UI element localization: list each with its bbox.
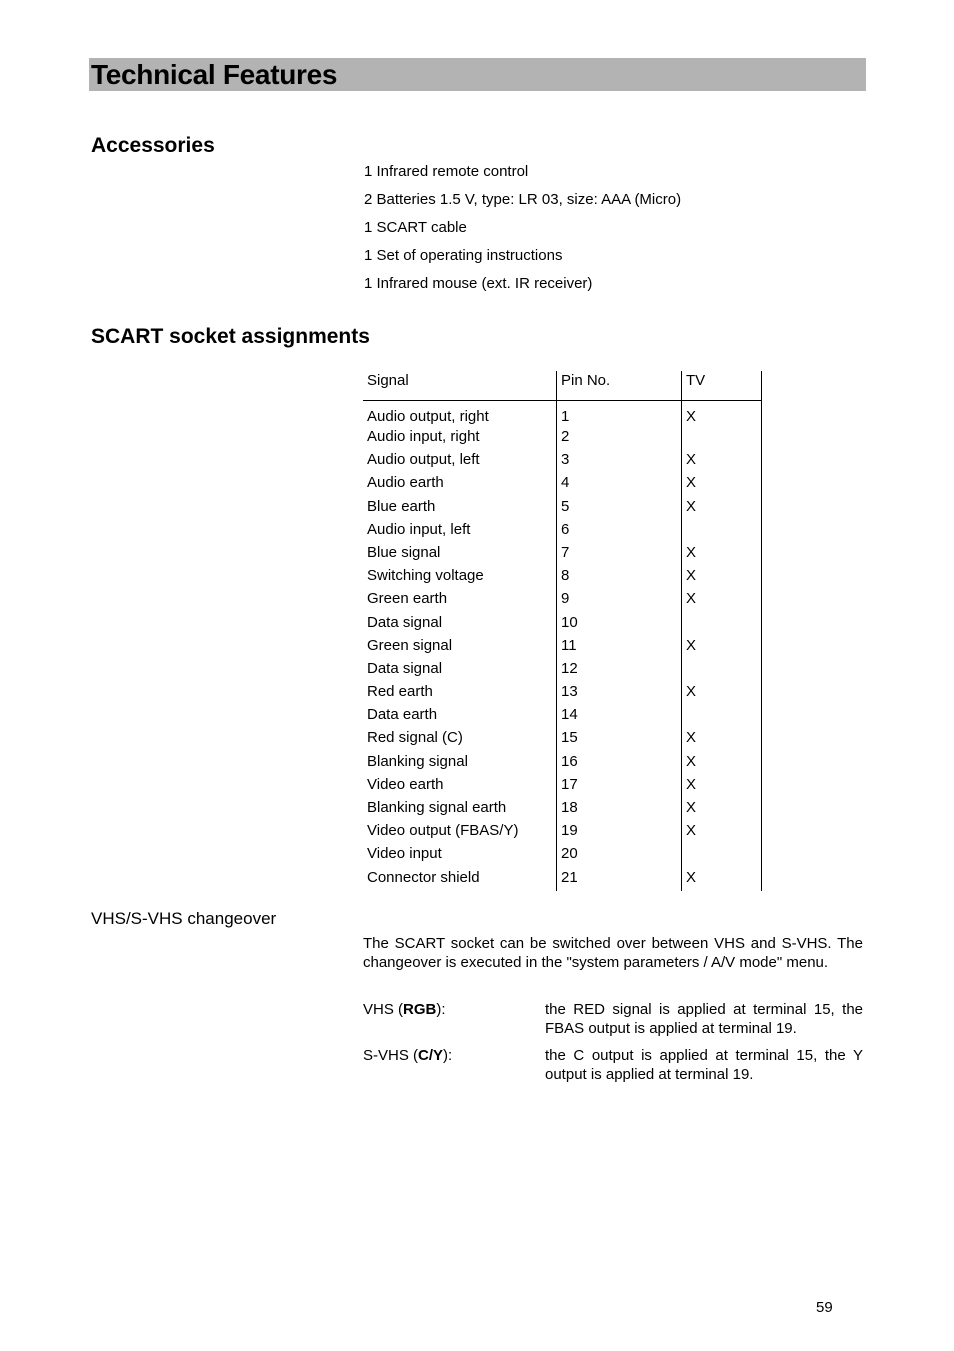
tv-cell: X — [682, 450, 762, 473]
pin-cell: 8 — [557, 566, 682, 589]
table-row — [363, 450, 762, 473]
signal-cell: Audio output, right — [363, 401, 557, 428]
list-item: 2 Batteries 1.5 V, type: LR 03, size: AAA (Micro) — [364, 191, 682, 208]
page-number: 59 — [816, 1299, 833, 1316]
pin-cell: 15 — [557, 728, 682, 751]
signal-cell: Audio earth — [363, 473, 557, 496]
table-row — [363, 728, 762, 751]
tv-cell: X — [682, 775, 762, 798]
signal-cell: Video input — [363, 844, 557, 867]
signal-cell: Green signal — [363, 636, 557, 659]
table-row — [363, 636, 762, 659]
pin-cell: 9 — [557, 589, 682, 612]
signal-cell: Red signal (C) — [363, 728, 557, 751]
tv-cell — [682, 613, 762, 636]
signal-cell: Connector shield — [363, 868, 557, 891]
tv-cell — [682, 659, 762, 682]
tv-cell: X — [682, 752, 762, 775]
table-row — [363, 868, 762, 891]
tv-cell: X — [682, 566, 762, 589]
svhs-term-suffix: ): — [443, 1047, 453, 1064]
pin-cell: 3 — [557, 450, 682, 473]
accessories-list — [364, 163, 681, 303]
tv-cell: X — [682, 821, 762, 844]
accessories-heading: Accessories — [91, 134, 215, 157]
table-header-row — [363, 371, 762, 401]
tv-cell: X — [682, 543, 762, 566]
pin-cell: 19 — [557, 821, 682, 844]
pin-cell: 18 — [557, 798, 682, 821]
vhs-term-bold: RGB — [403, 1001, 437, 1018]
vhs-description: the RED signal is applied at terminal 15, the FBAS output is applied at terminal 19. — [545, 1001, 863, 1037]
tv-cell — [682, 427, 762, 450]
list-item: 1 Infrared mouse (ext. IR receiver) — [364, 275, 593, 292]
list-item: 1 Infrared remote control — [364, 163, 529, 180]
table-row — [363, 775, 762, 798]
tv-cell: X — [682, 401, 762, 428]
changeover-heading: VHS/S-VHS changeover — [91, 909, 277, 928]
vhs-term — [363, 1001, 446, 1020]
table-row — [363, 566, 762, 589]
vhs-term-suffix: ): — [436, 1001, 446, 1018]
table-row — [363, 798, 762, 821]
pin-cell: 13 — [557, 682, 682, 705]
pin-cell: 12 — [557, 659, 682, 682]
tv-cell: X — [682, 636, 762, 659]
table-row — [363, 427, 762, 450]
table-row — [363, 613, 762, 636]
table-row — [363, 659, 762, 682]
list-item: 1 Set of operating instructions — [364, 247, 563, 264]
signal-cell: Audio input, right — [363, 427, 557, 450]
table-row — [363, 682, 762, 705]
title-bar — [89, 58, 866, 91]
table-row — [363, 844, 762, 867]
list-item: 1 SCART cable — [364, 219, 467, 236]
scart-table — [363, 371, 762, 891]
tv-cell: X — [682, 798, 762, 821]
column-header-pin: Pin No. — [557, 371, 682, 401]
table-row — [363, 497, 762, 520]
table-row — [363, 752, 762, 775]
tv-cell — [682, 520, 762, 543]
column-header-tv: TV — [682, 371, 762, 401]
pin-cell: 7 — [557, 543, 682, 566]
pin-cell: 10 — [557, 613, 682, 636]
signal-cell: Blanking signal earth — [363, 798, 557, 821]
tv-cell: X — [682, 589, 762, 612]
table-row — [363, 401, 762, 428]
table-row — [363, 705, 762, 728]
pin-cell: 17 — [557, 775, 682, 798]
pin-cell: 6 — [557, 520, 682, 543]
tv-cell: X — [682, 868, 762, 891]
vhs-term-prefix: VHS ( — [363, 1001, 404, 1018]
signal-cell: Data signal — [363, 613, 557, 636]
signal-cell: Blue earth — [363, 497, 557, 520]
table-row — [363, 821, 762, 844]
svhs-term — [363, 1047, 452, 1066]
table-row — [363, 589, 762, 612]
signal-cell: Video earth — [363, 775, 557, 798]
signal-cell: Blue signal — [363, 543, 557, 566]
tv-cell — [682, 705, 762, 728]
tv-cell: X — [682, 473, 762, 496]
pin-cell: 20 — [557, 844, 682, 867]
tv-cell: X — [682, 497, 762, 520]
tv-cell: X — [682, 728, 762, 751]
pin-cell: 1 — [557, 401, 682, 428]
scart-table-body — [363, 401, 762, 891]
table-row — [363, 520, 762, 543]
signal-cell: Data signal — [363, 659, 557, 682]
pin-cell: 14 — [557, 705, 682, 728]
pin-cell: 5 — [557, 497, 682, 520]
table-row — [363, 543, 762, 566]
signal-cell: Switching voltage — [363, 566, 557, 589]
pin-cell: 4 — [557, 473, 682, 496]
tv-cell — [682, 844, 762, 867]
signal-cell: Audio input, left — [363, 520, 557, 543]
svhs-term-prefix: S-VHS ( — [363, 1047, 419, 1064]
signal-cell: Data earth — [363, 705, 557, 728]
changeover-intro: The SCART socket can be switched over between VHS and S-VHS. The changeover is executed in the "system parameters / A/V mode" menu. — [363, 935, 863, 971]
signal-cell: Red earth — [363, 682, 557, 705]
pin-cell: 2 — [557, 427, 682, 450]
tv-cell: X — [682, 682, 762, 705]
pin-cell: 11 — [557, 636, 682, 659]
signal-cell: Blanking signal — [363, 752, 557, 775]
signal-cell: Green earth — [363, 589, 557, 612]
table-row — [363, 473, 762, 496]
svhs-description: the C output is applied at terminal 15, the Y output is applied at terminal 19. — [545, 1047, 863, 1083]
signal-cell: Video output (FBAS/Y) — [363, 821, 557, 844]
column-header-signal: Signal — [363, 371, 557, 401]
page-title: Technical Features — [91, 59, 338, 90]
svhs-term-bold: C/Y — [418, 1047, 444, 1064]
scart-heading: SCART socket assignments — [91, 325, 370, 348]
pin-cell: 21 — [557, 868, 682, 891]
signal-cell: Audio output, left — [363, 450, 557, 473]
pin-cell: 16 — [557, 752, 682, 775]
